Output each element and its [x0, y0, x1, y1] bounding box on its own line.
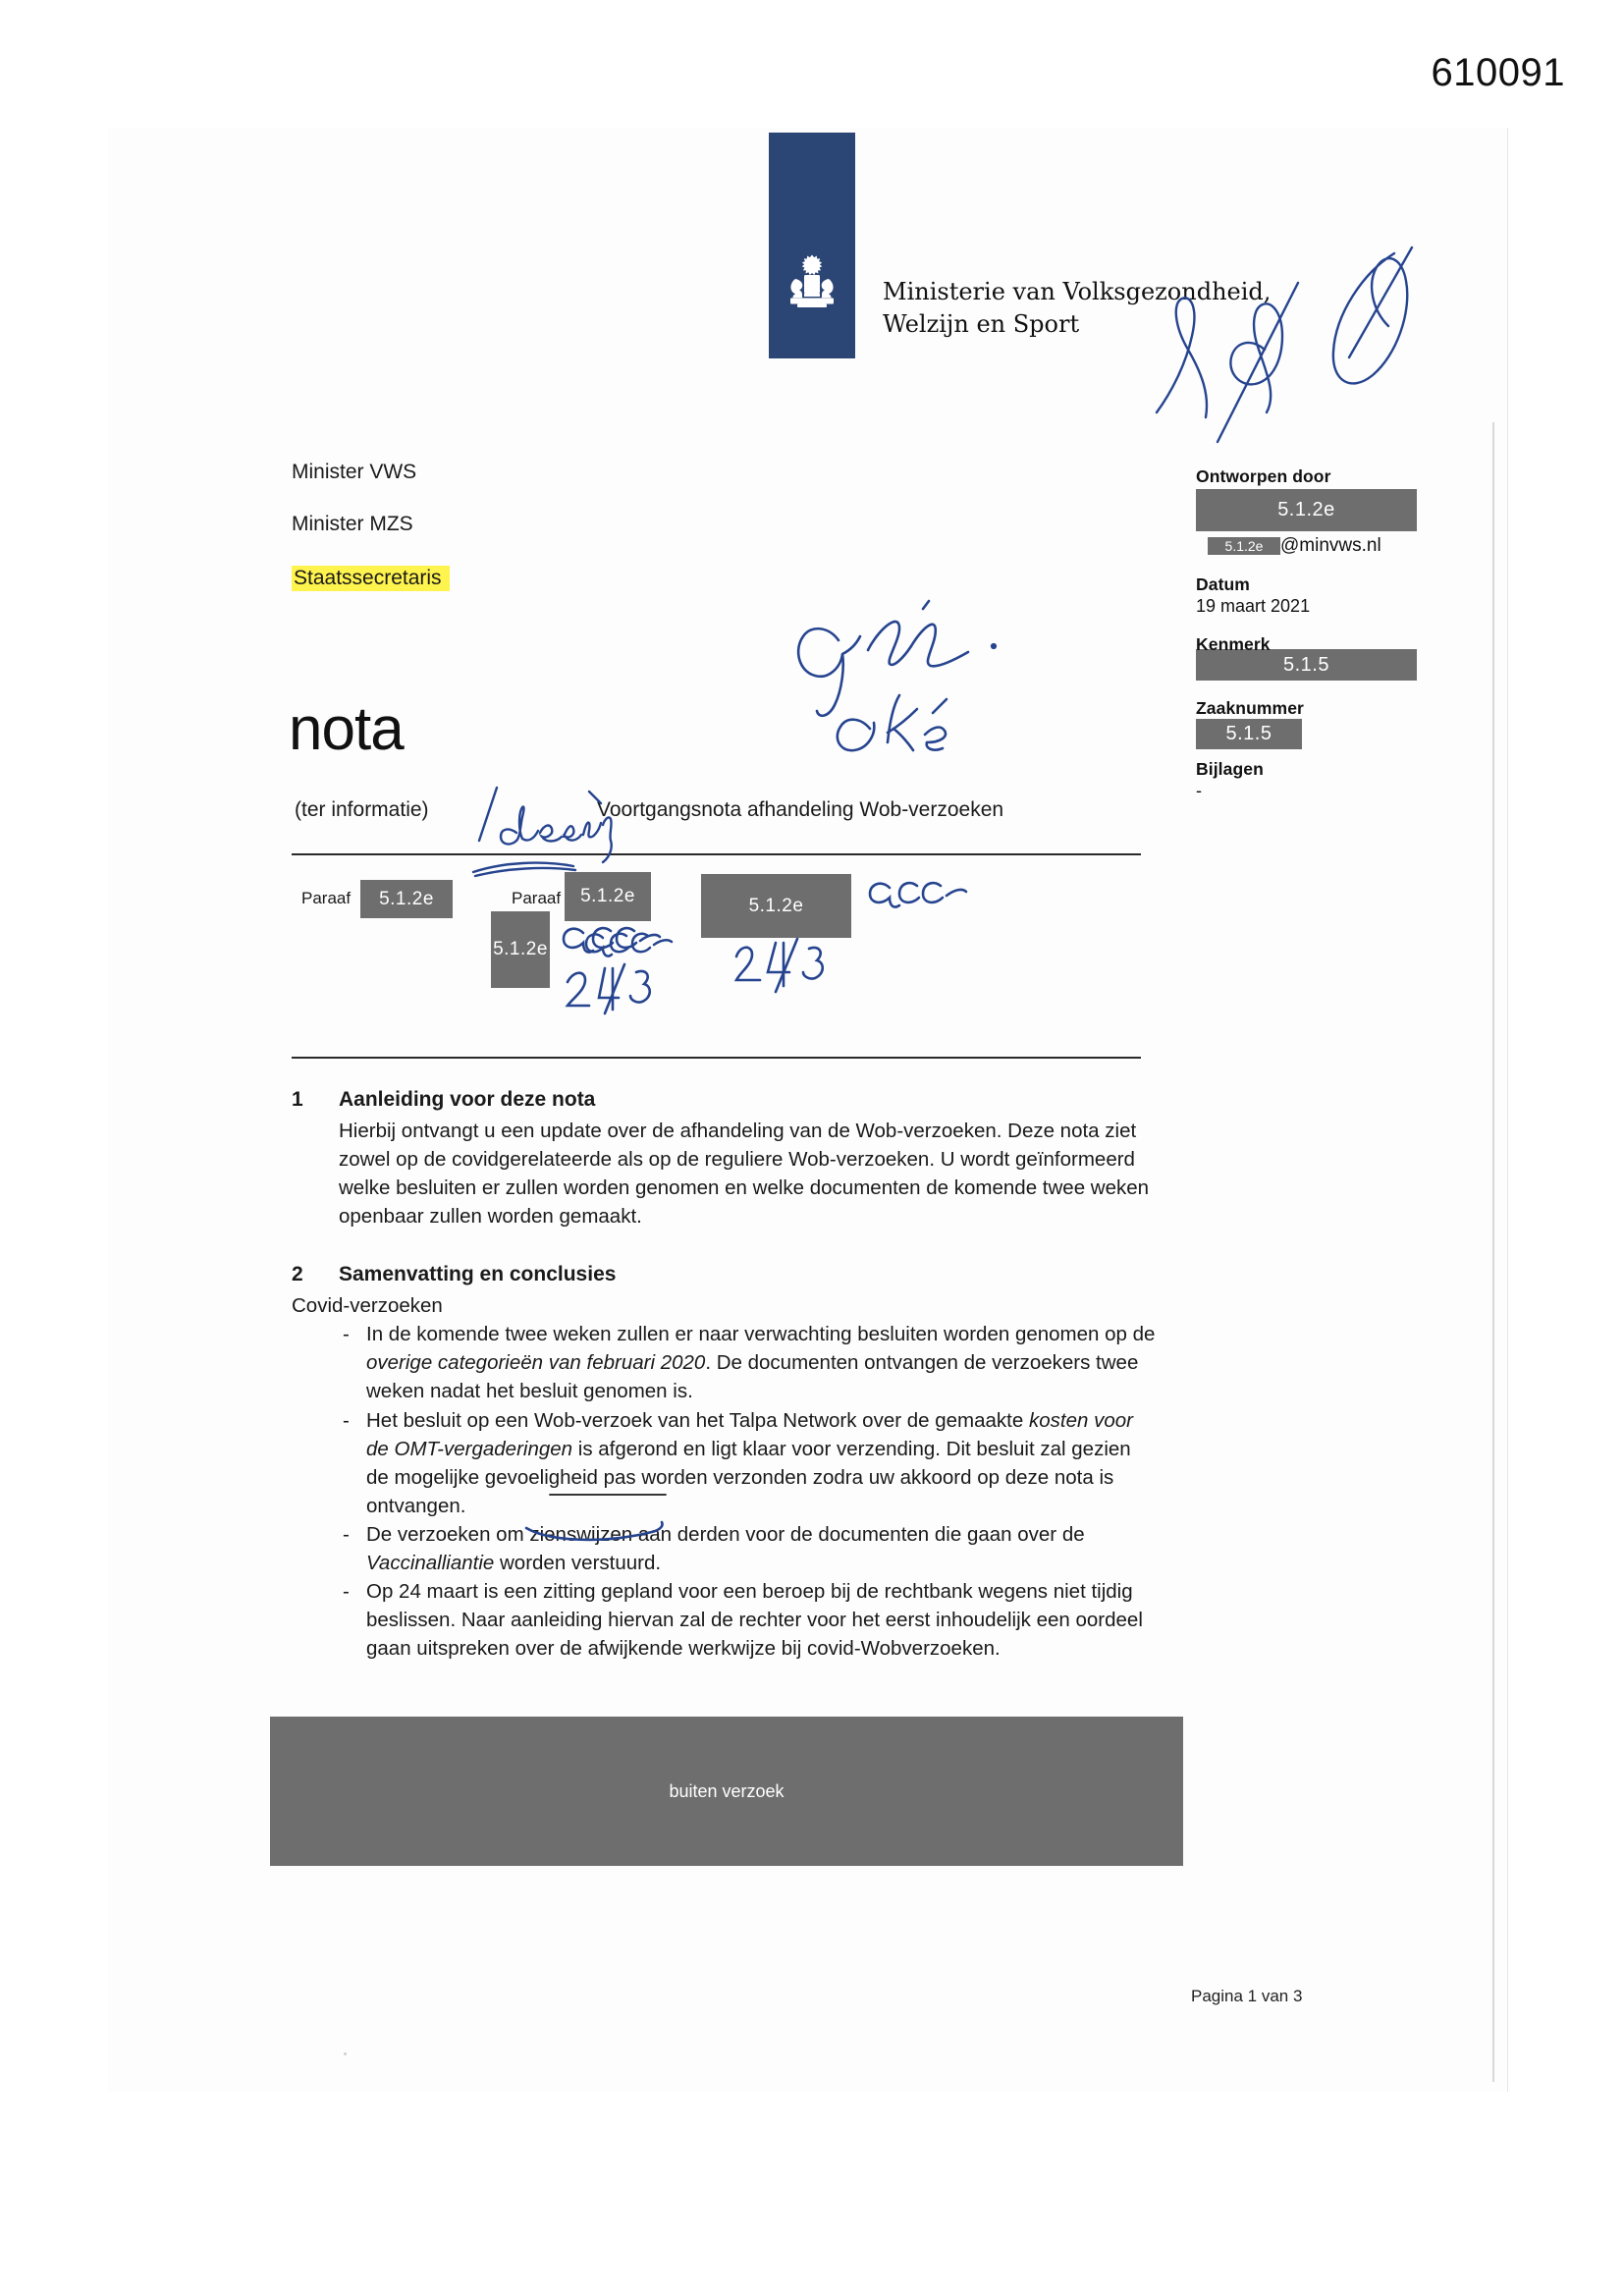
redaction-zaaknummer: 5.1.5: [1196, 719, 1302, 749]
section-1-paragraph: Hierbij ontvangt u een update over de afhandeling van de Wob-verzoeken. Deze nota ziet zowel op de covidgerelateerde als op de reguliere Wob-verzoeken. U wordt geïnformeerd welke besluiten er zullen worden genomen en welke documenten de komende twee weken openbaar zullen worden gemaakt.: [339, 1119, 1150, 1229]
divider-bottom: [292, 1057, 1141, 1059]
section-1-heading: [292, 1085, 1156, 1115]
redaction-kenmerk: 5.1.5: [1196, 649, 1417, 681]
section-2-subheading: Covid-verzoeken: [292, 1294, 443, 1318]
addressee-minister-vws: Minister VWS: [292, 461, 417, 483]
bullet-text-part1: Op 24 maart is een zitting gepland voor een beroep bij de rechtbank wegens niet tijdig beslissen. Naar aanleiding hiervan zal de rechter voor het eerst inhoudelijk een oordeel gaan uitspreken over de afwijkende werkwijze bij covid-Wobverzoeken.: [366, 1580, 1143, 1661]
addressee-minister-mzs: Minister MZS: [292, 513, 413, 535]
redaction-paraaf-3: 5.1.2e: [565, 872, 651, 921]
redaction-paraaf-4: 5.1.2e: [701, 874, 851, 938]
ontworpen-door-label: Ontworpen door: [1196, 466, 1331, 486]
bullet-text-part2: worden verstuurd.: [494, 1552, 662, 1575]
spacer: [1196, 749, 1422, 759]
section-2-heading: [292, 1260, 1156, 1289]
divider-top: [292, 853, 1141, 855]
netherlands-coat-of-arms-icon: [782, 253, 842, 310]
title-qualifier: (ter informatie): [295, 798, 429, 821]
kenmerk-label: Kenmerk: [1196, 634, 1271, 654]
list-item: [339, 1320, 1156, 1405]
redaction-paraaf-2: 5.1.2e: [491, 911, 550, 988]
page-edge-shadow: [1492, 422, 1494, 2082]
spacer: [1196, 681, 1422, 698]
scan-artifact: [344, 2052, 347, 2055]
metadata-sidebar: [1196, 466, 1422, 801]
spacer: [1196, 617, 1422, 634]
logo-blue-block: [769, 133, 855, 358]
spacer: [1196, 557, 1422, 574]
paraaf-label-1: Paraaf: [301, 889, 352, 907]
datum-value: 19 maart 2021: [1196, 596, 1311, 616]
list-item: [339, 1406, 1156, 1520]
section-2-number: 2: [292, 1263, 303, 1286]
ministry-name-line2: Welzijn en Sport: [883, 309, 1080, 338]
list-item: [339, 1520, 1156, 1577]
document-subject: Voortgangsnota afhandeling Wob-verzoeken: [597, 798, 1004, 821]
bullet-text-part1: In de komende twee weken zullen er naar verwachting besluiten worden genomen op de: [366, 1323, 1156, 1346]
section-1-title: Aanleiding voor deze nota: [339, 1088, 596, 1111]
ministry-name-line1: Ministerie van Volksgezondheid,: [883, 277, 1272, 305]
bullet-text-part1: De verzoeken om zienswijzen aan derden voor de documenten die gaan over de: [366, 1522, 1085, 1546]
page-indicator: Pagina 1 van 3: [1191, 1987, 1303, 2005]
bullet-text-part1: Het besluit op een Wob-verzoek van het Talpa Network over de gemaakte: [366, 1408, 1029, 1432]
email-row: [1196, 535, 1422, 557]
ministry-logo: [769, 133, 1271, 358]
list-item: [339, 1577, 1156, 1663]
bijlagen-value: -: [1196, 781, 1202, 800]
email-domain: @minvws.nl: [1280, 535, 1381, 556]
redaction-email-user: 5.1.2e: [1208, 537, 1280, 555]
bullet-text-emphasis: kosten voor de OMT-vergaderingen: [366, 1408, 1133, 1460]
spacer: [292, 1230, 1156, 1260]
scan-identifier: 610091: [1431, 51, 1565, 94]
datum-label: Datum: [1196, 574, 1250, 594]
section-1-number: 1: [292, 1088, 303, 1111]
section-2-title: Samenvatting en conclusies: [339, 1263, 617, 1286]
document-body: [292, 1085, 1156, 1663]
bijlagen-label: Bijlagen: [1196, 759, 1264, 779]
page-title: nota: [289, 695, 404, 763]
section-2-bullet-list: [292, 1320, 1156, 1663]
addressee-list: [292, 462, 450, 623]
zaaknummer-label: Zaaknummer: [1196, 698, 1304, 718]
bullet-text-emphasis: Vaccinalliantie: [366, 1552, 495, 1575]
redaction-paraaf-1: 5.1.2e: [360, 880, 453, 918]
bullet-text-part2: . De documenten ontvangen de verzoekers twee weken nadat het besluit genomen is.: [366, 1351, 1139, 1403]
addressee-staatssecretaris: Staatssecretaris: [292, 566, 450, 591]
ministry-name: [883, 276, 1271, 358]
bullet-text-emphasis: overige categorieën van februari 2020: [366, 1351, 706, 1375]
bullet-text-part2: is afgerond en ligt klaar voor verzending. Dit besluit zal gezien de mogelijke gevoeligheid pas worden verzonden zodra uw akkoord op deze nota is ontvangen.: [366, 1437, 1131, 1517]
redaction-ontworpen-door: 5.1.2e: [1196, 489, 1417, 531]
redaction-block-buiten-verzoek: buiten verzoek: [270, 1717, 1183, 1866]
paraaf-label-2: Paraaf: [512, 889, 562, 907]
